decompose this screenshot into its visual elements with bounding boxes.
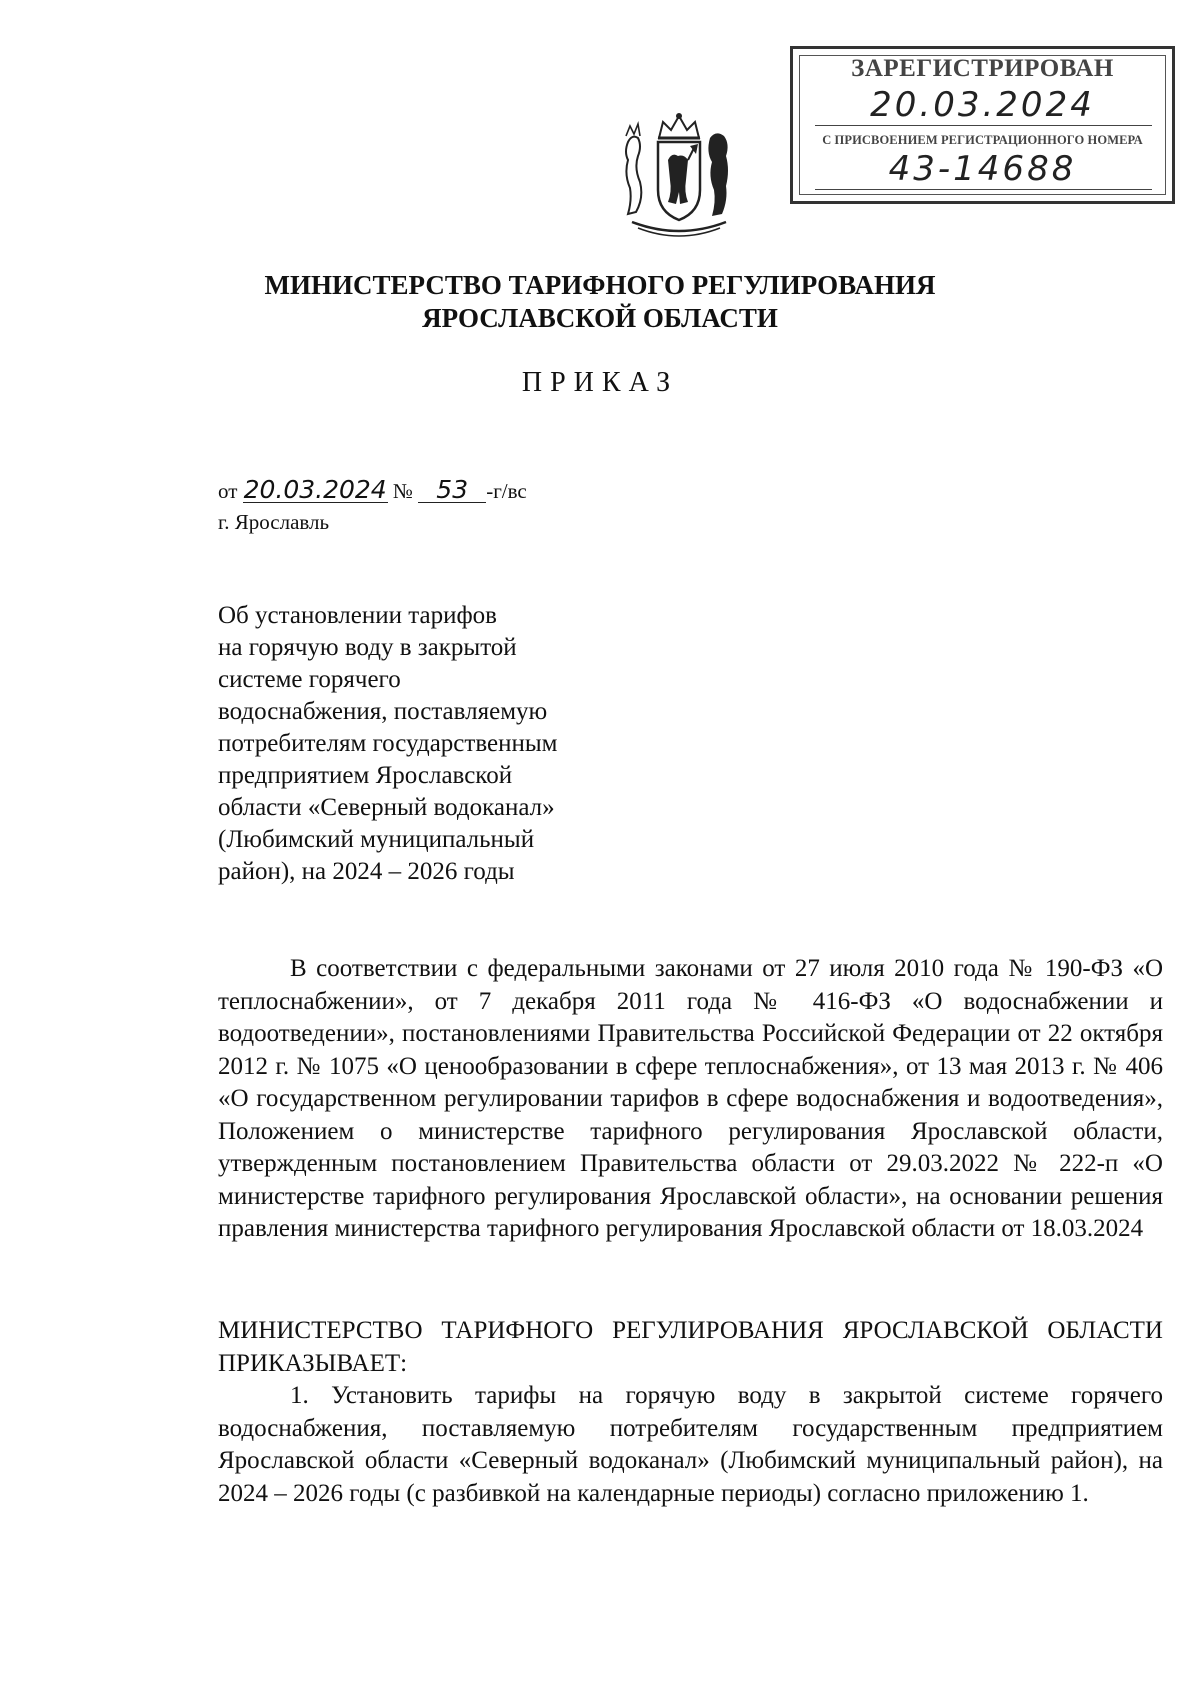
order-subject [218, 600, 638, 888]
preamble-paragraph: В соответствии с федеральными законами от 27 июля 2010 года № 190-ФЗ «О теплоснабжении», от 7 декабря 2011 года № 416-ФЗ «О водоснабжении и водоотведении», постановлениями Правительства Российской Федерации от 22 октября 2012 г. № 1075 «О ценообразовании в сфере теплоснабжения», от 13 мая 2013 г. № 406 «О государственном регулировании тарифов в сфере водоснабжения и водоотведения», Положением о министерстве тарифного регулирования Ярославской области, утвержденным постановлением Правительства области от 29.03.2022 № 222-п «О министерстве тарифного регулирования Ярославской области», на основании решения правления министерства тарифного регулирования Ярославской области от 18.03.2024 [218, 955, 1163, 1242]
order-city: г. Ярославль [218, 510, 330, 534]
order-date-line [218, 475, 527, 504]
number-label: № [392, 479, 413, 503]
stamp-number: 43-14688 [888, 149, 1077, 189]
subject-line: области «Северный водоканал» [218, 794, 555, 821]
stamp-subtitle: С ПРИСВОЕНИЕМ РЕГИСТРАЦИОННОГО НОМЕРА [822, 133, 1143, 147]
order-number: 53 [418, 478, 486, 503]
order-date: 20.03.2024 [243, 475, 387, 504]
subject-line: предприятием Ярославской [218, 762, 513, 789]
stamp-divider [815, 125, 1152, 126]
subject-line: системе горячего [218, 666, 401, 693]
subject-line: (Любимский муниципальный [218, 826, 535, 853]
stamp-title: ЗАРЕГИСТРИРОВАН [851, 55, 1114, 82]
subject-line: водоснабжения, поставляемую [218, 698, 548, 725]
subject-line: потребителям государственным [218, 730, 558, 757]
document-type-title: ПРИКАЗ [521, 367, 679, 398]
stamp-divider [815, 189, 1152, 190]
stamp-date: 20.03.2024 [870, 85, 1095, 125]
ministry-name-line1: МИНИСТЕРСТВО ТАРИФНОГО РЕГУЛИРОВАНИЯ [264, 270, 936, 300]
from-label: от [218, 479, 238, 503]
ministry-name-line2: ЯРОСЛАВСКОЙ ОБЛАСТИ [422, 303, 778, 333]
subject-line: район), на 2024 – 2026 годы [218, 858, 515, 885]
order-item-1: 1. Установить тарифы на горячую воду в закрытой системе горячего водоснабжения, поставляемую потребителям государственным предприятием Ярославской области «Северный водоканал» (Любимский муниципальный район), на 2024 – 2026 годы (с разбивкой на календарные периоды) согласно приложению 1. [218, 1382, 1163, 1507]
registration-stamp [790, 46, 1175, 204]
coat-of-arms-icon [618, 108, 740, 240]
order-directive: МИНИСТЕРСТВО ТАРИФНОГО РЕГУЛИРОВАНИЯ ЯРОСЛАВСКОЙ ОБЛАСТИ ПРИКАЗЫВАЕТ: [218, 1317, 1163, 1377]
order-number-suffix: -г/вс [486, 479, 527, 503]
subject-line: на горячую воду в закрытой [218, 634, 517, 661]
subject-line: Об установлении тарифов [218, 602, 497, 629]
